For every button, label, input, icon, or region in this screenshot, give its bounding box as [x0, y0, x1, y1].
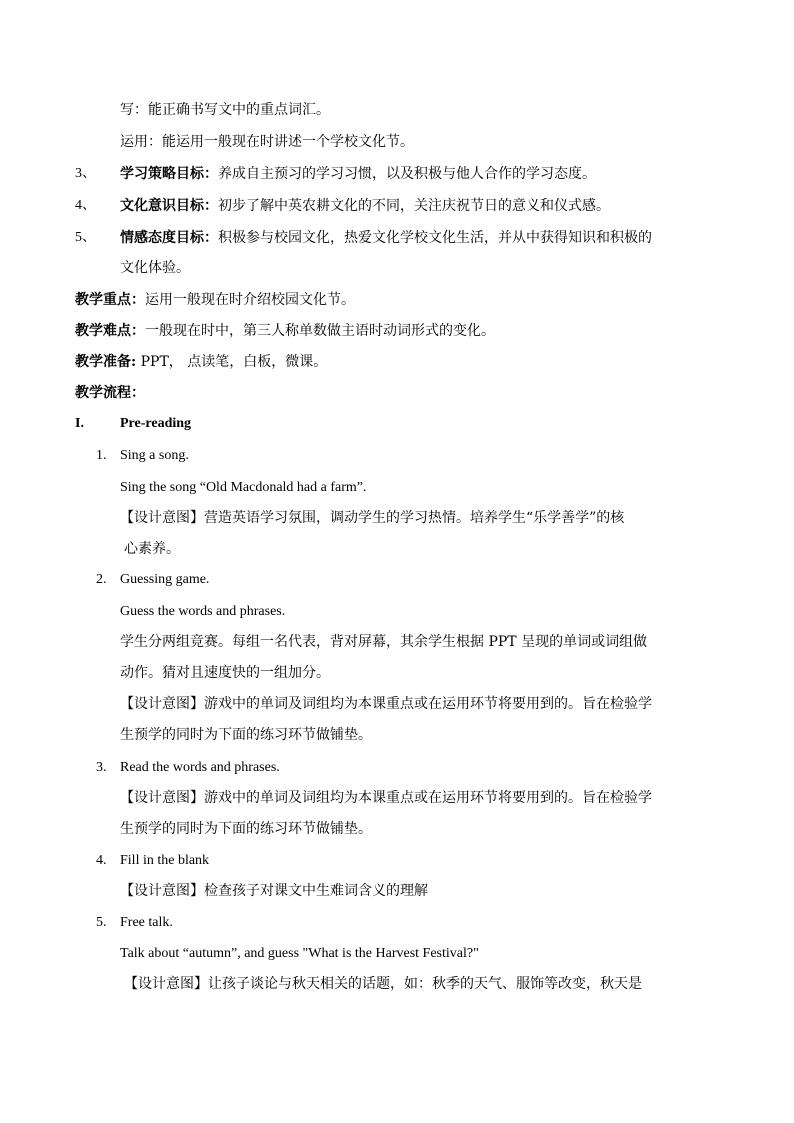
design-intent-continued: 生预学的同时为下面的练习环节做铺垫。 — [120, 821, 372, 837]
design-intent-continued: 生预学的同时为下面的练习环节做铺垫。 — [120, 727, 372, 743]
goal-number: 5、 — [75, 230, 96, 245]
goal-label: 学习策略目标： — [120, 166, 218, 182]
teaching-key-point — [75, 290, 355, 310]
goal-cultural-awareness — [120, 196, 610, 216]
step-title: Free talk. — [120, 915, 173, 930]
goal-text-continued: 文化体验。 — [120, 260, 190, 276]
goal-learning-strategy — [120, 164, 596, 184]
step-title: Guessing game. — [120, 572, 210, 587]
step-line: 学生分两组竞赛。每组一名代表，背对屏幕，其余学生根据 PPT 呈现的单词或词组做 — [120, 634, 648, 650]
section-title: Pre-reading — [120, 416, 192, 431]
step-number: 1. — [96, 448, 107, 463]
goal-text: 初步了解中英农耕文化的不同，关注庆祝节日的意义和仪式感。 — [218, 198, 610, 214]
procedure-heading: 教学流程： — [75, 385, 145, 401]
key-point-label: 教学重点： — [75, 292, 145, 308]
goal-emotional-attitude — [120, 228, 652, 248]
goal-label: 情感态度目标： — [120, 230, 218, 246]
difficulty-text: 一般现在时中，第三人称单数做主语时动词形式的变化。 — [145, 323, 495, 339]
teaching-difficulty — [75, 321, 495, 341]
design-intent: 【设计意图】游戏中的单词及词组均为本课重点或在运用环节将要用到的。旨在检验学 — [120, 790, 652, 806]
step-title: Read the words and phrases. — [120, 760, 280, 775]
preparation-text: PPT， 点读笔，白板，微课。 — [136, 354, 328, 370]
objective-application: 运用：能运用一般现在时讲述一个学校文化节。 — [120, 134, 414, 150]
design-intent: 【设计意图】游戏中的单词及词组均为本课重点或在运用环节将要用到的。旨在检验学 — [120, 696, 652, 712]
teaching-preparation — [75, 352, 327, 372]
design-intent: 【设计意图】让孩子谈论与秋天相关的话题，如：秋季的天气、服饰等改变，秋天是 — [124, 976, 642, 992]
step-number: 3. — [96, 760, 107, 775]
step-number: 2. — [96, 572, 107, 587]
preparation-label: 教学准备: — [75, 354, 137, 370]
goal-text: 养成自主预习的学习习惯，以及积极与他人合作的学习态度。 — [218, 166, 596, 182]
objective-writing: 写：能正确书写文中的重点词汇。 — [120, 102, 330, 118]
step-title: Sing a song. — [120, 448, 189, 463]
design-intent-continued: 心素养。 — [124, 541, 180, 557]
step-line: 动作。猜对且速度快的一组加分。 — [120, 665, 330, 681]
key-point-text: 运用一般现在时介绍校园文化节。 — [145, 292, 355, 308]
difficulty-label: 教学难点： — [75, 323, 145, 339]
design-intent: 【设计意图】营造英语学习氛围，调动学生的学习热情。培养学生“乐学善学”的核 — [120, 510, 625, 526]
step-number: 4. — [96, 853, 107, 868]
section-number: I. — [75, 416, 84, 431]
step-number: 5. — [96, 915, 107, 930]
goal-text: 积极参与校园文化，热爱文化学校文化生活，并从中获得知识和积极的 — [218, 230, 652, 246]
goal-label: 文化意识目标： — [120, 198, 218, 214]
step-line: Guess the words and phrases. — [120, 604, 286, 619]
step-line: Sing the song “Old Macdonald had a farm”. — [120, 480, 367, 495]
step-line: Talk about “autumn”, and guess "What is the Harvest Festival?" — [120, 946, 479, 961]
design-intent: 【设计意图】检查孩子对课文中生难词含义的理解 — [120, 883, 428, 899]
step-title: Fill in the blank — [120, 853, 210, 868]
goal-number: 3、 — [75, 166, 96, 181]
goal-number: 4、 — [75, 198, 96, 213]
